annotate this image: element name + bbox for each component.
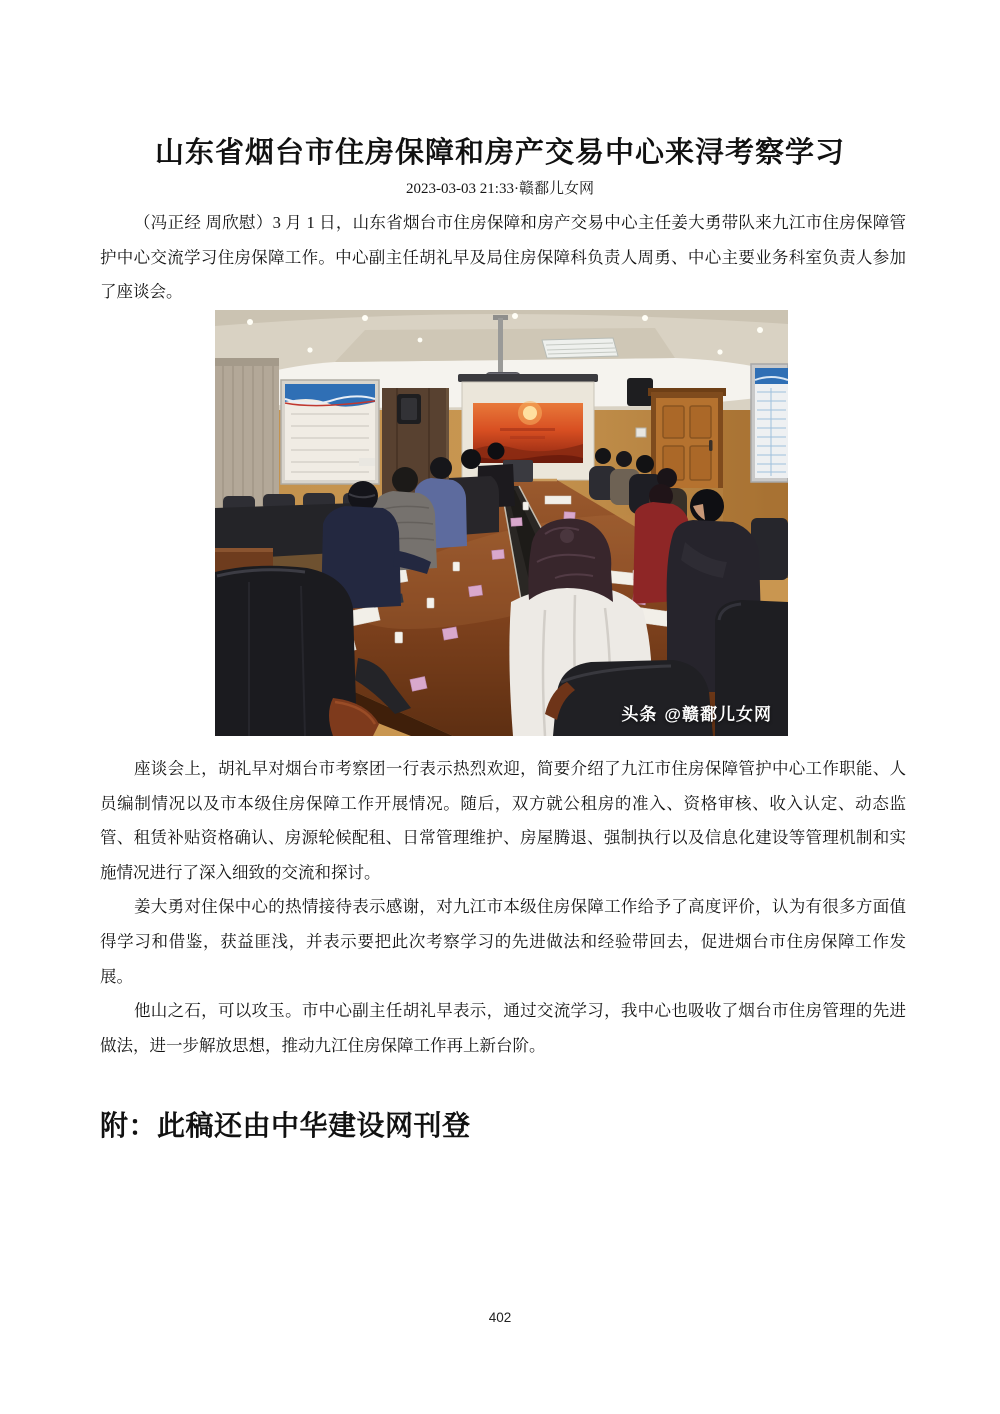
light-switch <box>636 428 646 437</box>
door-handle <box>709 440 713 451</box>
meeting-room-illustration <box>215 310 788 736</box>
photo-watermark-handle: @赣鄱儿女网 <box>664 705 772 724</box>
attachment-heading: 附：此稿还由中华建设网刊登 <box>100 1111 471 1142</box>
photo-watermark <box>621 700 772 725</box>
article-dateline: 2023-03-03 21:33·赣鄱儿女网 <box>406 181 594 197</box>
article-title: 山东省烟台市住房保障和房产交易中心来浔考察学习 <box>154 137 845 169</box>
wall-chart-right <box>751 364 788 482</box>
article-paragraph-3: 姜大勇对住保中心的热情接待表示感谢，对九江市本级住房保障工作给予了高度评价，认为有很多方面值得学习和借鉴，获益匪浅，并表示要把此次考察学习的先进做法和经验带回去，促进烟台市住房保障工作发展。 <box>100 897 906 986</box>
photo-watermark-brand: 头条 <box>621 705 658 724</box>
article-paragraph-4: 他山之石，可以攻玉。市中心副主任胡礼早表示，通过交流学习，我中心也吸收了烟台市住房管理的先进做法，进一步解放思想，推动九江住房保障工作再上新台阶。 <box>100 1001 906 1055</box>
article-body <box>100 752 906 1063</box>
meeting-photo <box>215 310 788 736</box>
air-vent-icon <box>542 338 618 358</box>
article-paragraph-2: 座谈会上，胡礼早对烟台市考察团一行表示热烈欢迎，简要介绍了九江市住房保障管护中心工作职能、人员编制情况以及市本级住房保障工作开展情况。随后，双方就公租房的准入、资格审核、收入认定、动态监管、租赁补贴资格确认、房源轮候配租、日常管理维护、房屋腾退、强制执行以及信息化建设等管理机制和实施情况进行了深入细致的交流和探讨。 <box>100 759 906 882</box>
article-paragraph-1: （冯正经 周欣慰）3 月 1 日，山东省烟台市住房保障和房产交易中心主任姜大勇带队来九江市住房保障管护中心交流学习住房保障工作。中心副主任胡礼早及局住房保障科负责人周勇、中心主要业务科室负责人参加了座谈会。 <box>100 213 906 302</box>
page-number: 402 <box>488 1310 512 1325</box>
wall-poster-left <box>281 380 379 484</box>
wall-thermostat <box>359 458 375 466</box>
